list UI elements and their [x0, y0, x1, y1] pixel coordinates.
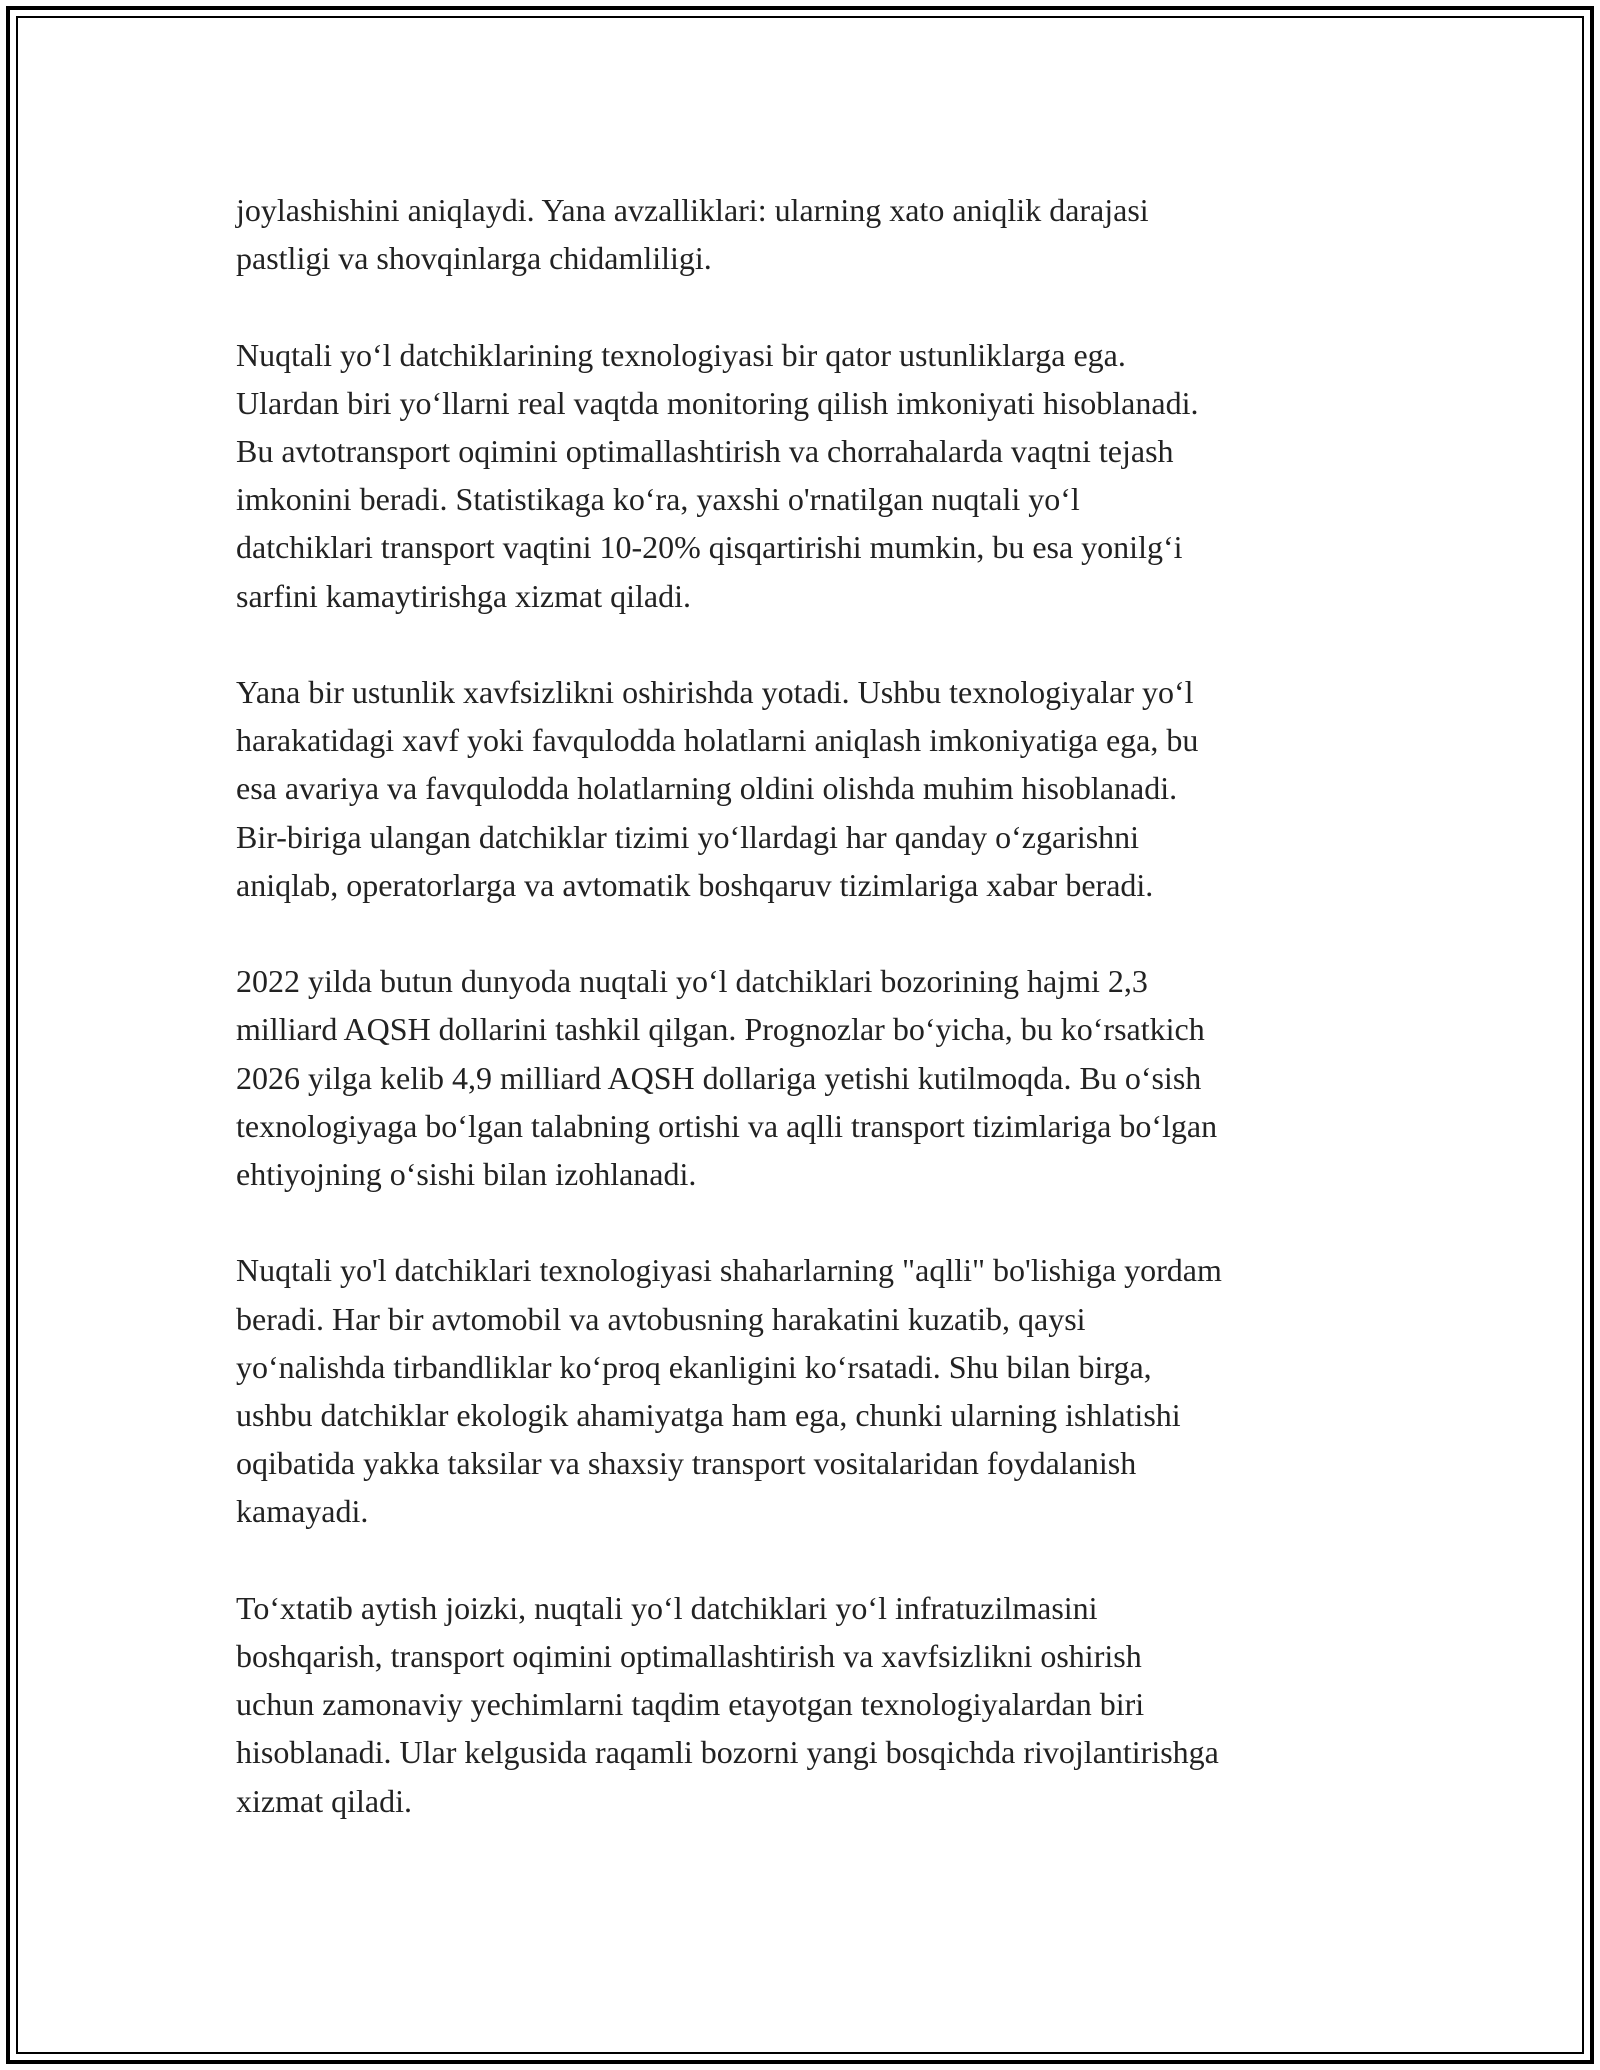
text-line: uchun zamonaviy yechimlarni taqdim etayotgan texnologiyalardan biri [236, 1686, 1145, 1723]
paragraph-6 [236, 1584, 1386, 1825]
text-line: boshqarish, transport oqimini optimallashtirish va xavfsizlikni oshirish [236, 1638, 1142, 1675]
text-line: texnologiyaga boʻlgan talabning ortishi va aqlli transport tizimlariga boʻlgan [236, 1107, 1218, 1144]
paragraph-1 [236, 186, 1386, 282]
paragraph-3 [236, 668, 1386, 909]
text-line: imkonini beradi. Statistikaga koʻra, yaxshi o'rnatilgan nuqtali yoʻl [236, 481, 1080, 518]
text-line: Ulardan biri yoʻllarni real vaqtda monitoring qilish imkoniyati hisoblanadi. [236, 384, 1199, 421]
text-line: harakatidagi xavf yoki favqulodda holatlarni aniqlash imkoniyatiga ega, bu [236, 722, 1199, 759]
text-line: pastligi va shovqinlarga chidamliligi. [236, 240, 712, 277]
text-line: milliard AQSH dollarini tashkil qilgan. Prognozlar boʻyicha, bu koʻrsatkich [236, 1011, 1205, 1048]
text-line: yoʻnalishda tirbandliklar koʻproq ekanligini koʻrsatadi. Shu bilan birga, [236, 1348, 1152, 1385]
text-line: datchiklari transport vaqtini 10-20% qisqartirishi mumkin, bu esa yonilgʻi [236, 529, 1183, 566]
text-line: sarfini kamaytirishga xizmat qiladi. [236, 577, 691, 614]
text-line: Bu avtotransport oqimini optimallashtirish va chorrahalarda vaqtni tejash [236, 433, 1174, 469]
paragraph-5 [236, 1246, 1386, 1535]
text-line: kamayadi. [236, 1493, 369, 1530]
text-line: aniqlab, operatorlarga va avtomatik boshqaruv tizimlariga xabar beradi. [236, 866, 1154, 903]
document-body [236, 186, 1386, 1873]
text-line: oqibatida yakka taksilar va shaxsiy transport vositalaridan foydalanish [236, 1445, 1137, 1482]
text-line: ushbu datchiklar ekologik ahamiyatga ham ega, chunki ularning ishlatishi [236, 1397, 1181, 1434]
text-line: hisoblanadi. Ular kelgusida raqamli bozorni yangi bosqichda rivojlantirishga [236, 1734, 1219, 1771]
text-line: Bir-biriga ulangan datchiklar tizimi yoʻllardagi har qanday oʻzgarishni [236, 818, 1140, 855]
paragraph-2 [236, 331, 1386, 620]
text-line: xizmat qiladi. [236, 1782, 412, 1819]
text-line: joylashishini aniqlaydi. Yana avzalliklari: ularning xato aniqlik darajasi [236, 192, 1149, 228]
text-line: Toʻxtatib aytish joizki, nuqtali yoʻl datchiklari yoʻl infratuzilmasini [236, 1589, 1098, 1626]
text-line: beradi. Har bir avtomobil va avtobusning harakatini kuzatib, qaysi [236, 1300, 1086, 1337]
text-line: 2026 yilga kelib 4,9 milliard AQSH dollariga yetishi kutilmoqda. Bu oʻsish [236, 1059, 1202, 1096]
text-line: Nuqtali yoʻl datchiklarining texnologiyasi bir qator ustunliklarga ega. [236, 336, 1126, 373]
text-line: Nuqtali yo'l datchiklari texnologiyasi shaharlarning "aqlli" bo'lishiga yordam [236, 1252, 1222, 1289]
text-line: esa avariya va favqulodda holatlarning oldini olishda muhim hisoblanadi. [236, 770, 1178, 807]
paragraph-4 [236, 957, 1386, 1198]
text-line: Yana bir ustunlik xavfsizlikni oshirishda yotadi. Ushbu texnologiyalar yoʻl [236, 674, 1194, 710]
text-line: ehtiyojning oʻsishi bilan izohlanadi. [236, 1156, 697, 1193]
text-line: 2022 yilda butun dunyoda nuqtali yoʻl datchiklari bozorining hajmi 2,3 [236, 963, 1148, 1000]
